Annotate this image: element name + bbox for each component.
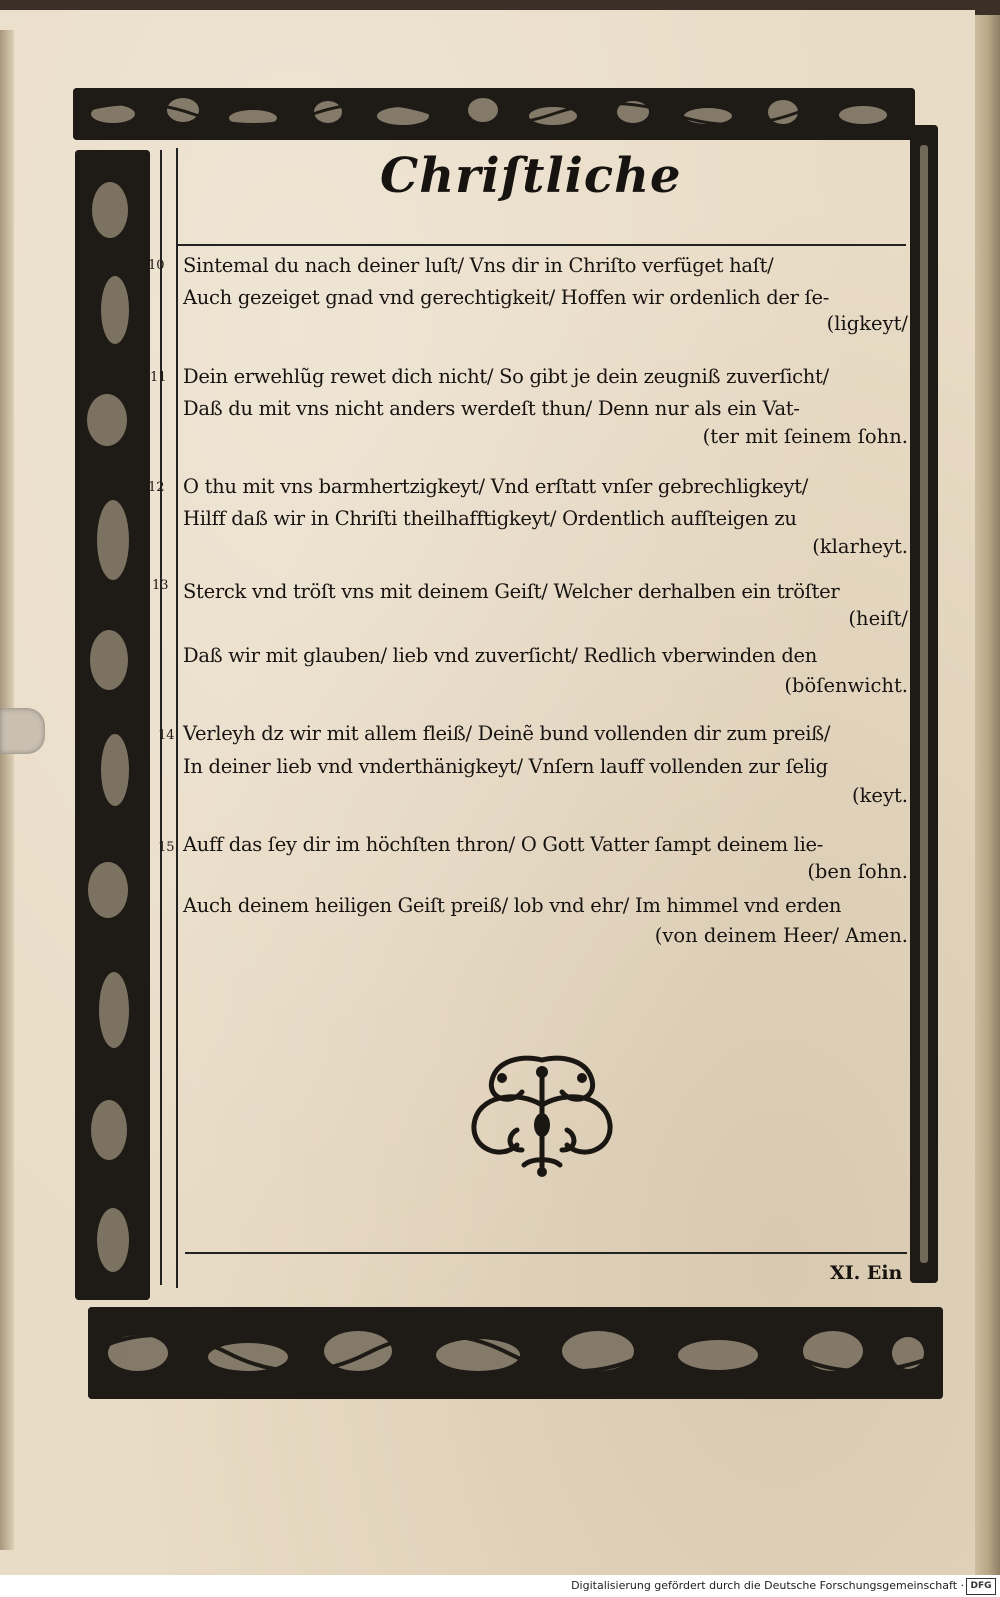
dfg-logo: DFG xyxy=(966,1578,996,1595)
woodcut-border-bottom xyxy=(88,1307,943,1399)
verse-line: Sterck vnd tröſt vns mit deinem Geiſt/ Welcher derhalben ein tröſter xyxy=(183,580,840,603)
verse-number: 10 xyxy=(148,258,165,273)
verse-number: 12 xyxy=(148,480,165,495)
verse-line-continuation: (ter mit ſeinem ſohn. xyxy=(702,425,908,448)
left-margin-rule-inner xyxy=(176,148,178,1288)
woodcut-border-right xyxy=(910,125,938,1283)
verse-number: 15 xyxy=(158,840,175,855)
verse-line-continuation: (böſenwicht. xyxy=(784,674,908,697)
verse-line: Daß wir mit glauben/ lieb vnd zuverſicht/ Redlich vberwinden den xyxy=(183,644,818,667)
verse-line: In deiner lieb vnd vnderthänigkeyt/ Vnſern lauff vollenden zur ſelig xyxy=(183,755,828,778)
verse-number: 14 xyxy=(158,728,175,743)
verse-line-continuation: (heiſt/ xyxy=(848,607,908,630)
verse-line-continuation: (ben ſohn. xyxy=(807,860,908,883)
page-heading: Chriſtliche xyxy=(380,148,682,204)
woodcut-border-top xyxy=(73,88,915,140)
verse-line: Auff das ſey dir im höchſten thron/ O Gott Vatter ſampt deinem lie- xyxy=(183,833,824,856)
verse-line: Sintemal du nach deiner luſt/ Vns dir in Chriſto verfüget haſt/ xyxy=(183,254,774,277)
book-clip xyxy=(0,708,45,754)
verse-line: Hilff daß wir in Chriſti theilhafftigkeyt/ Ordentlich aufſteigen zu xyxy=(183,507,797,530)
text-top-rule xyxy=(176,244,906,246)
verse-line: Auch deinem heiligen Geiſt preiß/ lob vnd ehr/ Im himmel vnd erden xyxy=(183,894,842,917)
fleuron-ornament xyxy=(462,1050,622,1180)
verse-line: Daß du mit vns nicht anders werdeſt thun/ Denn nur als ein Vat- xyxy=(183,397,800,420)
verse-line: Dein erwehlũg rewet dich nicht/ So gibt je dein zeugniß zuverſicht/ xyxy=(183,365,829,388)
verse-line: Auch gezeiget gnad vnd gerechtigkeit/ Hoffen wir ordenlich der ſe- xyxy=(183,286,829,309)
woodcut-border-left xyxy=(75,150,150,1300)
funding-credit: Digitalisierung gefördert durch die Deutsche Forschungsgemeinschaft · xyxy=(571,1579,964,1592)
verse-number: 13 xyxy=(152,578,169,593)
verse-number: 11 xyxy=(150,370,167,385)
verse-line: Verleyh dz wir mit allem fleiß/ Deinẽ bund vollenden dir zum preiß/ xyxy=(183,722,831,745)
verse-line: O thu mit vns barmhertzigkeyt/ Vnd erſtatt vnſer gebrechligkeyt/ xyxy=(183,475,808,498)
left-margin-rule-outer xyxy=(160,150,162,1285)
verse-line-continuation: (klarheyt. xyxy=(812,535,908,558)
digitization-footer xyxy=(0,1575,1000,1597)
catchword: XI. Ein xyxy=(830,1262,903,1284)
verse-line-continuation: (von deinem Heer/ Amen. xyxy=(654,924,908,947)
verse-line-continuation: (keyt. xyxy=(851,784,908,807)
text-bottom-rule xyxy=(185,1252,907,1254)
page-gutter xyxy=(0,30,14,1550)
page-stack-edge xyxy=(975,15,1000,1575)
verse-line-continuation: (ligkeyt/ xyxy=(826,312,908,335)
